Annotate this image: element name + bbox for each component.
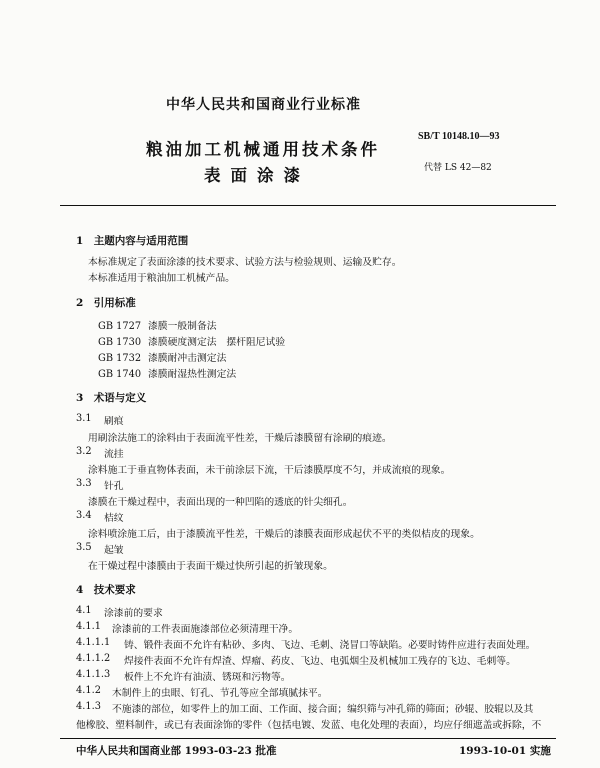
standard-title: 粮油加工机械通用技术条件 <box>146 140 380 159</box>
term-number: 3.5 <box>76 542 92 553</box>
term-name: 针孔 <box>104 481 124 492</box>
reference-code: GB 1727 <box>98 321 142 332</box>
term-name: 起皱 <box>104 545 124 556</box>
term-definition: 在干燥过程中漆膜由于表面干燥过快所引起的折皱现象。 <box>88 561 333 572</box>
term-number: 3.3 <box>76 478 92 489</box>
issuing-organization: 中华人民共和国商业行业标准 <box>166 97 361 113</box>
clause-number: 4.1.2 <box>76 685 101 696</box>
clause-text: 涂漆前的要求 <box>104 608 163 619</box>
term-definition: 涂料施工于垂直物体表面，未干前涂层下流，干后漆膜厚度不匀，并成流痕的现象。 <box>88 465 451 476</box>
term-definition: 漆膜在干燥过程中，表面出现的一种凹陷的透底的针尖细孔。 <box>88 497 353 508</box>
section-1-paragraph: 本标准适用于粮油加工机械产品。 <box>88 273 235 284</box>
clause-text: 板件上不允许有油渍、锈斑和污物等。 <box>124 672 291 683</box>
clause-number: 4.1.1.3 <box>76 669 111 680</box>
term-name: 桔纹 <box>104 513 124 524</box>
reference-item <box>98 334 285 348</box>
clause-number: 4.1.1.2 <box>76 653 111 664</box>
section-1-heading: 1 主题内容与适用范围 <box>76 235 189 247</box>
clause-number: 4.1.1 <box>76 621 101 632</box>
clause-text: 不施漆的部位，如零件上的加工面、工作面、接合面；编织筛与冲孔筛的筛面；砂辊、胶辊以及其 <box>112 704 534 715</box>
replaces-standard: 代替 LS 42—82 <box>424 163 492 173</box>
reference-title: 漆膜一般制备法 <box>148 321 217 332</box>
clause-text: 焊接件表面不允许有焊渣、焊瘤、药皮、飞边、电弧烟尘及机械加工残存的飞边、毛刺等。 <box>124 656 516 667</box>
clause-text: 木制件上的虫眼、钉孔、节孔等应全部填腻抹平。 <box>112 688 328 699</box>
standard-code: SB/T 10148.10—93 <box>418 131 500 142</box>
term-number: 3.2 <box>76 446 92 457</box>
section-2-heading: 2 引用标准 <box>76 297 136 309</box>
clause-number: 4.1 <box>76 605 92 616</box>
approval-info: 中华人民共和国商业部 1993-03-23 批准 <box>76 745 277 757</box>
standard-subtitle: 表面涂漆 <box>204 166 310 185</box>
term-number: 3.4 <box>76 510 92 521</box>
reference-code: GB 1730 <box>98 337 142 348</box>
section-4-heading: 4 技术要求 <box>76 584 136 596</box>
reference-code: GB 1740 <box>98 369 142 380</box>
reference-item <box>98 318 217 332</box>
section-3-heading: 3 术语与定义 <box>76 392 147 404</box>
section-1-paragraph: 本标准规定了表面涂漆的技术要求、试验方法与检验规则、运输及贮存。 <box>88 257 402 268</box>
reference-title: 漆膜耐冲击测定法 <box>148 353 227 364</box>
reference-code: GB 1732 <box>98 353 142 364</box>
reference-title: 漆膜耐湿热性测定法 <box>148 369 237 380</box>
footer-rule <box>60 738 556 739</box>
term-name: 刷痕 <box>104 416 124 427</box>
clause-text: 涂漆前的工件表面施漆部位必须清理干净。 <box>112 624 299 635</box>
reference-item <box>98 366 236 380</box>
clause-continuation: 他橡胶、塑料制件，或已有表面涂饰的零件（包括电镀、发蓝、电化处理的表面），均应仔细遮盖或拆除，不 <box>76 720 542 731</box>
clause-number: 4.1.1.1 <box>76 637 111 648</box>
term-definition: 涂料喷涂施工后，由于漆膜流平性差，干燥后的漆膜表面形成起伏不平的类似桔皮的现象。 <box>88 529 480 540</box>
term-name: 流挂 <box>104 449 124 460</box>
term-definition: 用刷涂法施工的涂料由于表面流平性差，干燥后漆膜留有涂刷的痕迹。 <box>88 433 392 444</box>
clause-number: 4.1.3 <box>76 701 101 712</box>
term-number: 3.1 <box>76 413 92 424</box>
reference-item <box>98 350 226 364</box>
clause-text: 铸、锻件表面不允许有粘砂、多肉、飞边、毛刺、浇冒口等缺陷。必要时铸件应进行表面处理。 <box>124 640 536 651</box>
reference-title: 漆膜硬度测定法 摆杆阻尼试验 <box>148 337 286 348</box>
implementation-date: 1993-10-01 实施 <box>459 745 551 757</box>
header-rule <box>60 205 556 206</box>
